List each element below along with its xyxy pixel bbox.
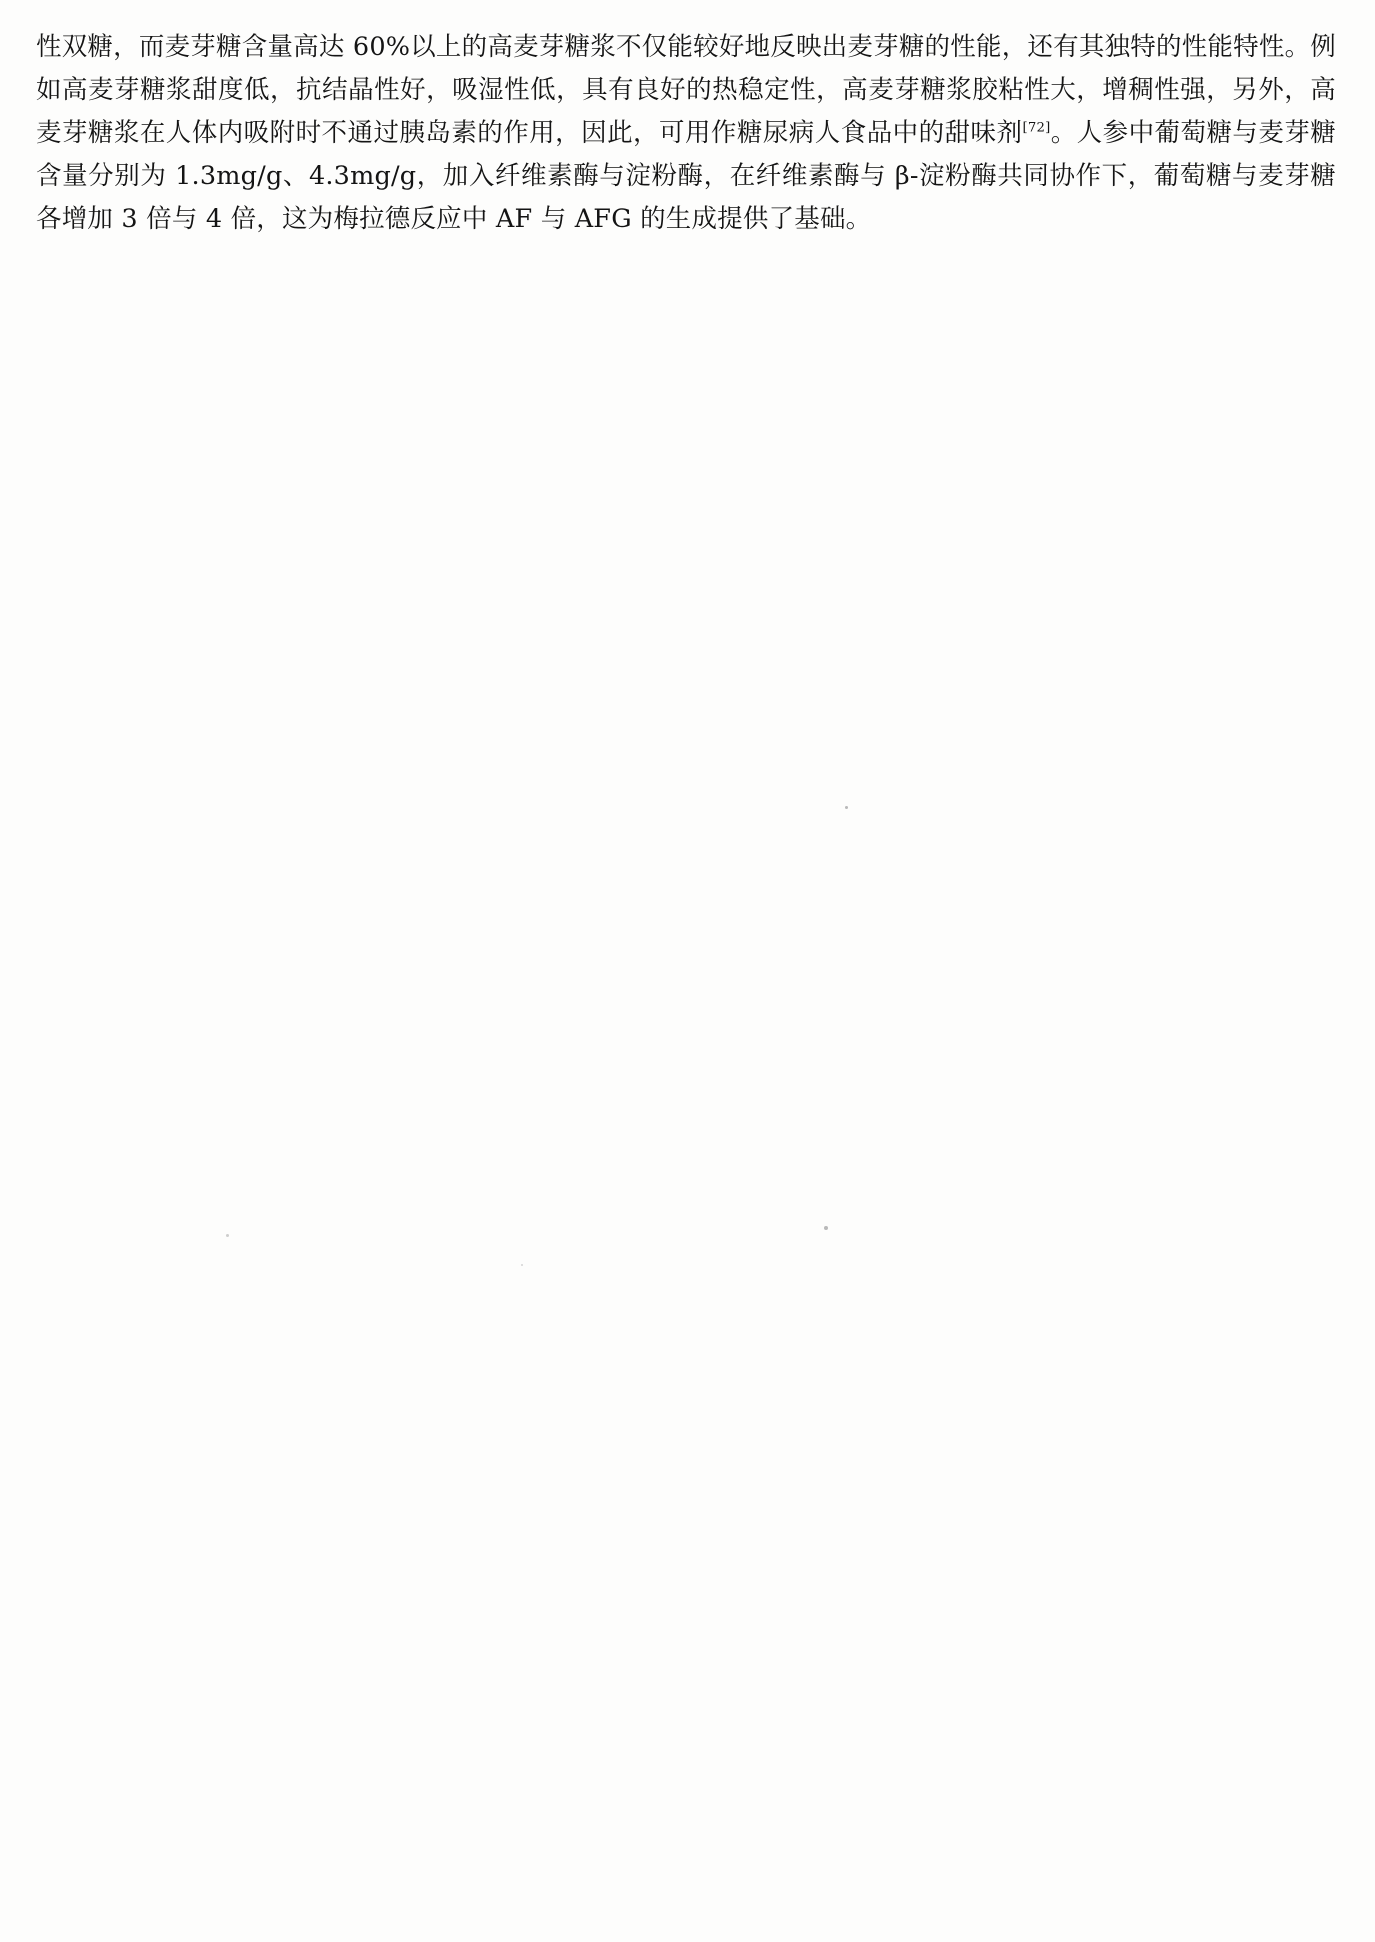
scan-speck	[521, 1264, 523, 1266]
scan-speck	[226, 1234, 229, 1237]
body-text-block	[36, 26, 1336, 241]
scan-speck	[824, 1226, 828, 1230]
reference-superscript: [72]	[1022, 120, 1051, 136]
scan-speck	[845, 806, 848, 809]
paragraph-text-part-2: 。人参中葡萄糖与麦芽糖含量分别为 1.3mg/g、4.3mg/g，加入纤维素酶与淀粉酶，在纤维素酶与 β-淀粉酶共同协作下，葡萄糖与麦芽糖各增加 3 倍与 4 倍，这为梅拉德反应中 AF 与 AFG 的生成提供了基础。	[36, 118, 1337, 234]
paragraph	[36, 26, 1336, 241]
paragraph-text-part-1: 性双糖，而麦芽糖含量高达 60%以上的高麦芽糖浆不仅能较好地反映出麦芽糖的性能，还有其独特的性能特性。例如高麦芽糖浆甜度低，抗结晶性好，吸湿性低，具有良好的热稳定性，高麦芽糖浆胶粘性大，增稠性强，另外，高麦芽糖浆在人体内吸附时不通过胰岛素的作用，因此，可用作糖尿病人食品中的甜味剂	[36, 32, 1336, 148]
